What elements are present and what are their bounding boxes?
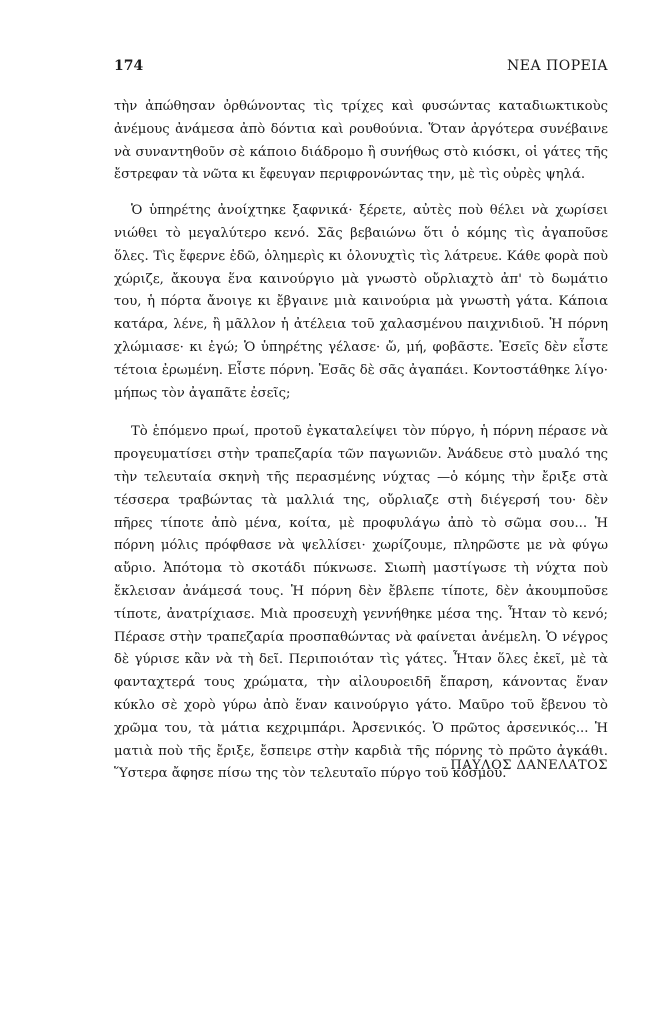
- paragraph-1: τὴν ἀπώθησαν ὀρθώνοντας τὶς τρίχες καὶ φυσώντας καταδιωκτικοὺς ἀνέμους ἀνάμεσα ἀπὸ δόντια καὶ ρουθούνια. Ὅταν ἀργότερα συνέβαινε νὰ συναντηθοῦν σὲ κάποιο διάδρομο ἢ συνήθως στὸ κιόσκι, οἱ γάτες τῆς ἔστρεφαν τὰ νῶτα κι ἔφευγαν περιφρονώντας την, μὲ τὶς οὐρὲς ψηλά.: [114, 99, 608, 183]
- paragraph-3: Τὸ ἑπόμενο πρωί, προτοῦ ἐγκαταλείψει τὸν πύργο, ἡ πόρνη πέρασε νὰ προγευματίσει στὴν τραπεζαρία τῶν παγωνιῶν. Ἀνάδευε στὸ μυαλό της τὴν τελευταία σκηνὴ τῆς περασμένης νύχτας —ὁ κόμης τὴν ἔριξε στὰ τέσσερα τραβώντας τὰ μαλλιά της, οὔρλιαζε στὴ διέγερσή του· δὲν πῆρες τίποτε ἀπὸ μένα, κοίτα, μὲ προφυλάγω ἀπὸ τὸ σῶμα σου... Ἡ πόρνη μόλις πρόφθασε νὰ ψελλίσει· χωρίζουμε, πληρῶστε με νὰ φύγω αὔριο. Ἀπότομα τὸ σκοτάδι πύκνωσε. Σιωπὴ μαστίγωσε τὴ νύχτα ποὺ ἔκλεισαν ἀνάμεσά τους. Ἡ πόρνη δὲν ἔβλεπε τίποτε, δὲν ἀκουμποῦσε τίποτε, ἀνατρίχιασε. Μιὰ προσευχὴ γεννήθηκε μέσα της. Ἦταν τὸ κενό; Πέρασε στὴν τραπεζαρία προσπαθώντας νὰ φαίνεται ἀνέμελη. Ὁ νέγρος δὲ γύρισε κἂν νὰ τὴ δεῖ. Περιποιόταν τὶς γάτες. Ἦταν ὅλες ἐκεῖ, μὲ τὰ φανταχτερά τους χρώματα, τὴν αἰλουροειδῆ ἔπαρση, κάνοντας ἕναν κύκλο σὲ χορὸ γύρω ἀπὸ ἕναν καινούργιο γάτο. Μαῦρο τοῦ ἔβενου τὸ χρῶμα του, τὰ μάτια κεχριμπάρι. Ἀρσενικός. Ὁ πρῶτος ἀρσενικός... Ἡ ματιὰ ποὺ τῆς ἔριξε, ἔσπειρε στὴν καρδιὰ τῆς πόρνης τὸ πρῶτο ἀγκάθι. Ὕστερα ἄφησε πίσω της τὸν τελευταῖο πύργο τοῦ κόσμου.: [114, 424, 608, 782]
- journal-title: ΝΕΑ ΠΟΡΕΙΑ: [507, 58, 608, 74]
- paragraph-2: Ὁ ὑπηρέτης ἀνοίχτηκε ξαφνικά· ξέρετε, αὐτὲς ποὺ θέλει νὰ χωρίσει νιώθει τὸ μεγαλύτερο κενό. Σᾶς βεβαιώνω ὅτι ὁ κόμης τὶς ἀγαποῦσε ὅλες. Τὶς ἔφερνε ἐδῶ, ὁλημερὶς κι ὁλονυχτὶς τὶς λάτρευε. Κάθε φορὰ ποὺ χώριζε, ἄκουγα ἕνα καινούργιο μὰ γνωστὸ οὔρλιαχτὸ ἀπ' τὸ δωμάτιο του, ἡ πόρτα ἄνοιγε κι ἔβγαινε μιὰ καινούρια μὰ γνωστὴ γάτα. Κάποια κατάρα, λένε, ἢ μᾶλλον ἡ ἀτέλεια τοῦ χαλασμένου παιχνιδιοῦ. Ἡ πόρνη χλώμιασε· κι ἐγώ; Ὁ ὑπηρέτης γέλασε· ὤ, μή, φοβᾶστε. Ἐσεῖς δὲν εἶστε τέτοια ἐρωμένη. Εἶστε πόρνη. Ἐσᾶς δὲ σᾶς ἀγαπάει. Κοντοστάθηκε λίγο· μήπως τὸν ἀγαπᾶτε ἐσεῖς;: [114, 203, 608, 401]
- author-signature: ΠΑΥΛΟΣ ΔΑΝΕΛΑΤΟΣ: [450, 758, 608, 773]
- running-header: [114, 58, 608, 82]
- article-body: [114, 96, 608, 786]
- page-number: 174: [114, 58, 144, 74]
